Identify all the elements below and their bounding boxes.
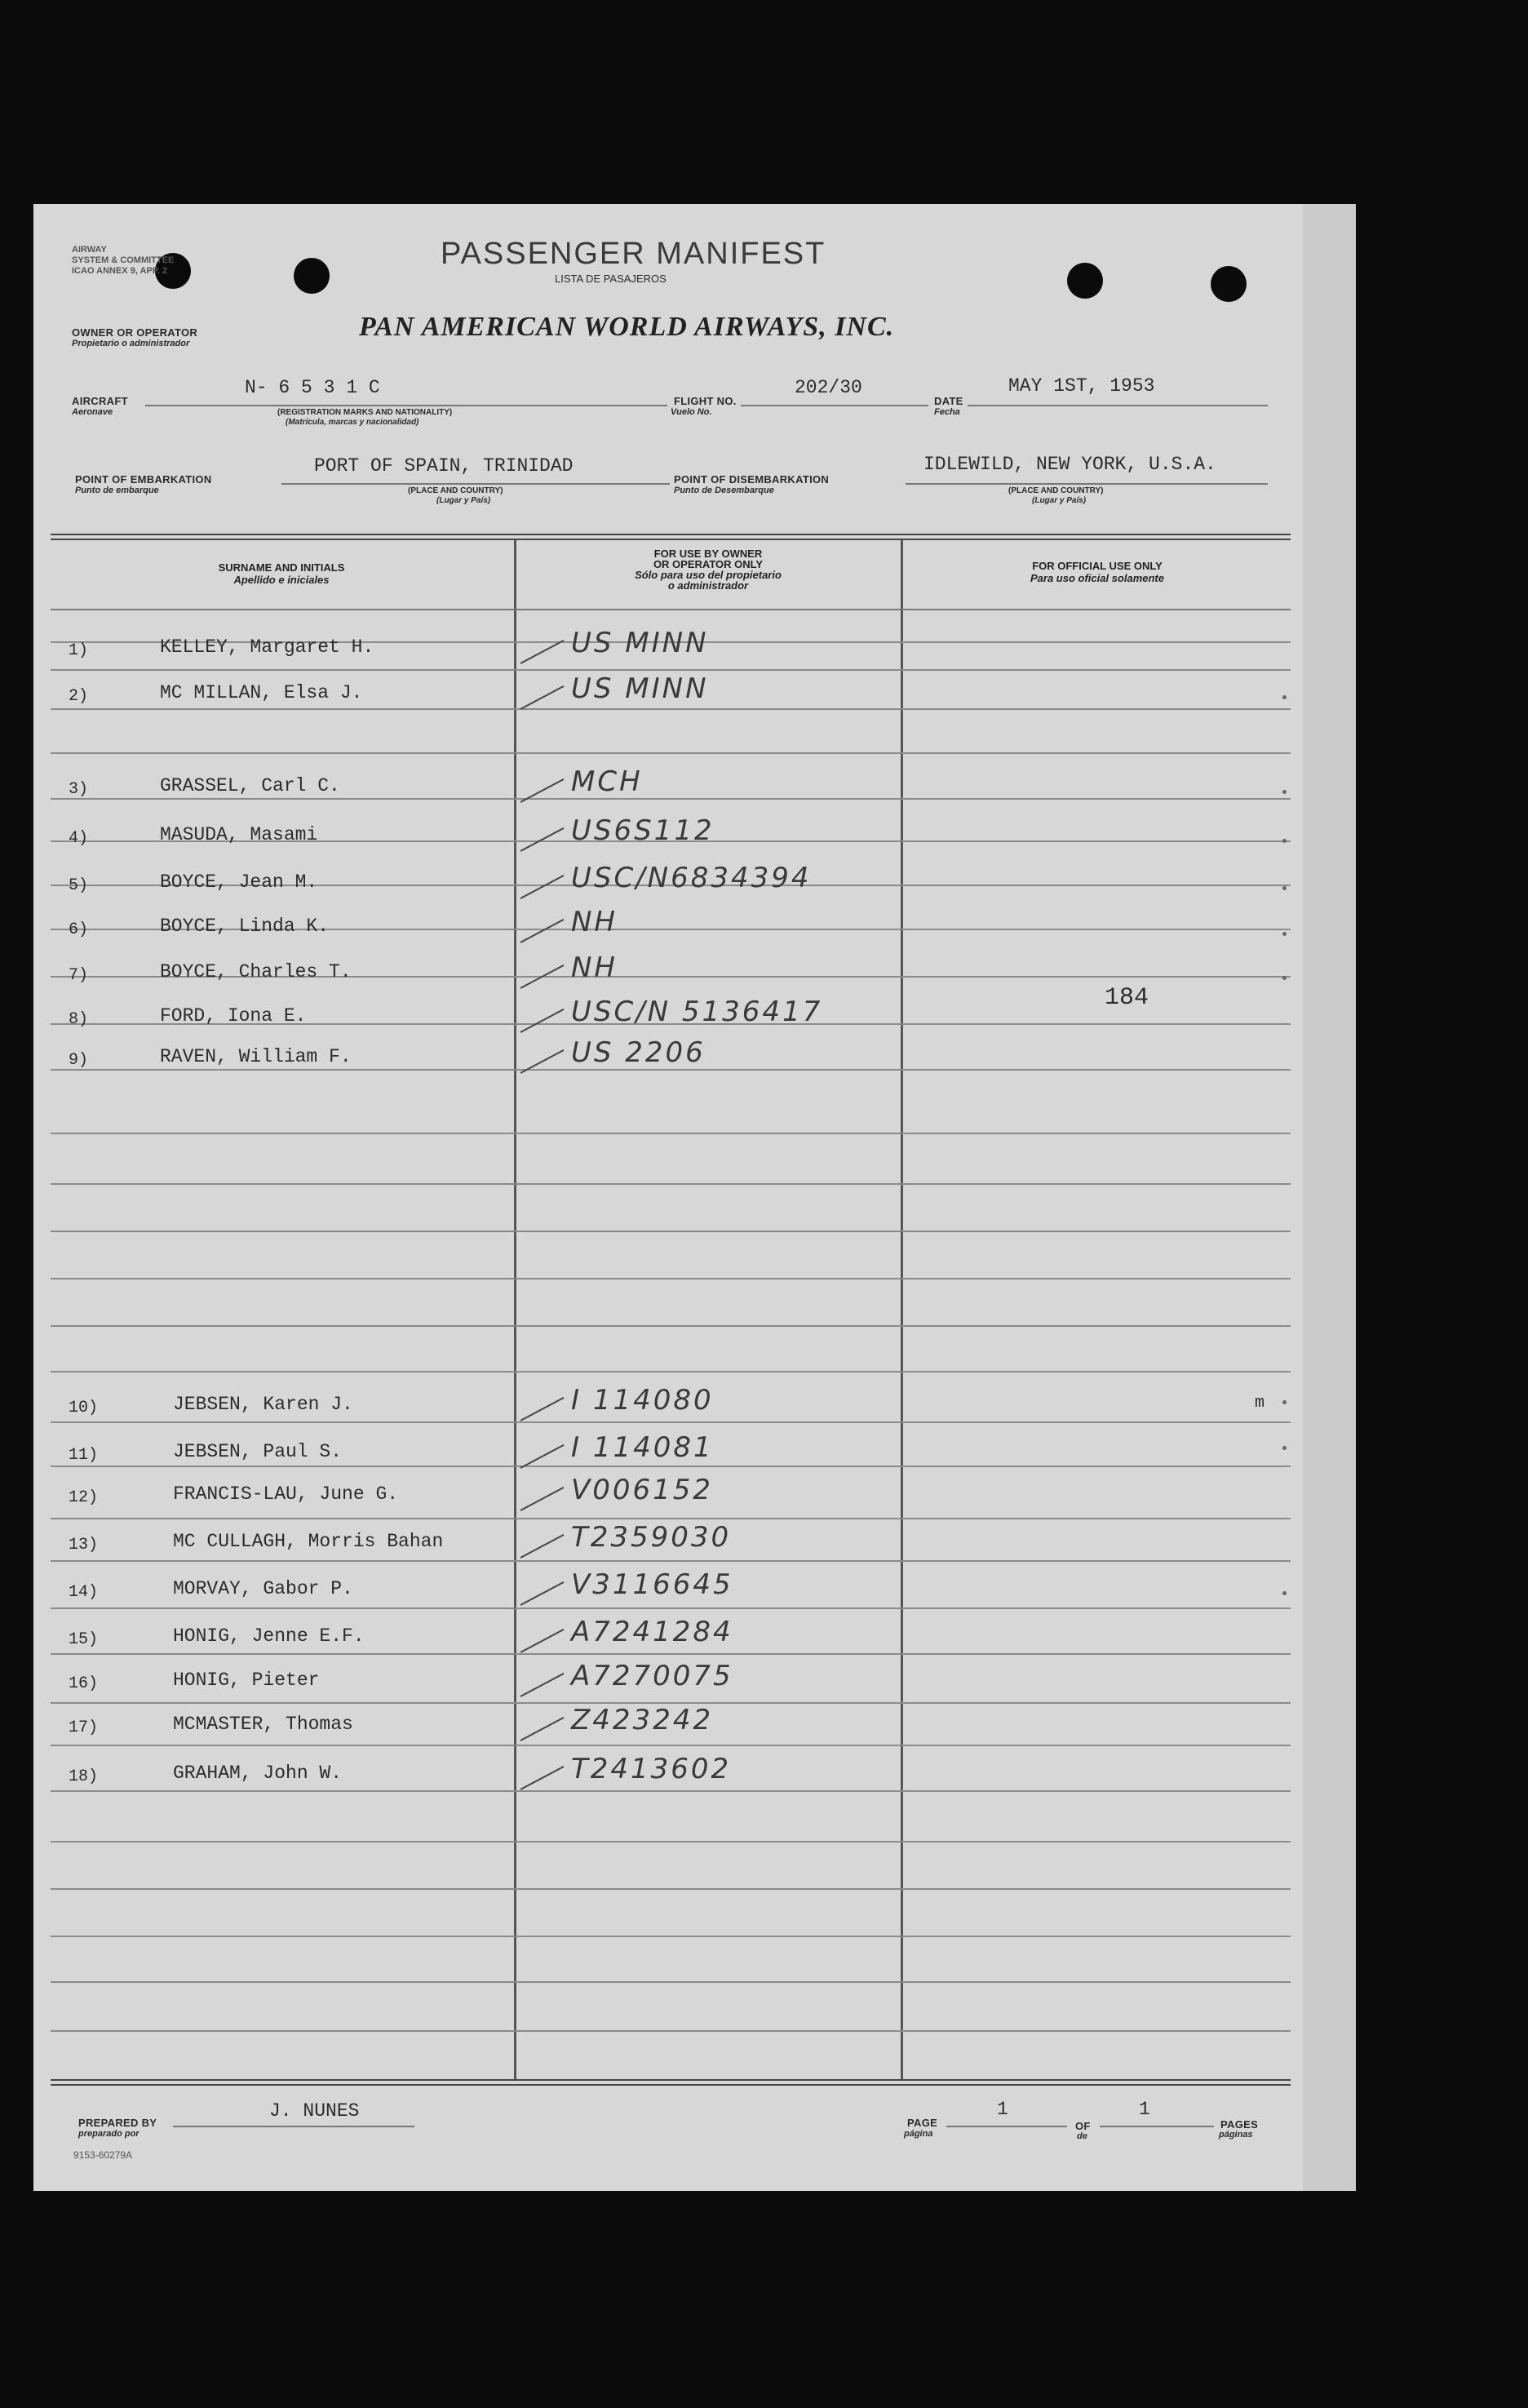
margin-dot <box>1282 839 1287 843</box>
disembark-sublabel: Punto de Desembarque <box>674 486 774 495</box>
col-header-surname-en: SURNAME AND INITIALS <box>218 561 345 574</box>
top-left-legend <box>72 245 174 277</box>
row-rule <box>51 1560 1291 1562</box>
row-rule <box>51 1518 1291 1519</box>
col-header-owner-3: Sólo para uso del propietario <box>635 569 782 581</box>
passenger-number: 8) <box>69 1010 89 1029</box>
disembark-label: POINT OF DISEMBARKATION <box>674 473 830 486</box>
row-rule <box>51 1183 1291 1185</box>
of-underline <box>1100 2126 1214 2127</box>
disembark-place-caption-sub: (Lugar y País) <box>1032 496 1087 505</box>
col-header-owner-4: o administrador <box>667 579 749 592</box>
passport-note: MCH <box>571 765 643 798</box>
passenger-number: 12) <box>69 1488 99 1507</box>
passenger-number: 16) <box>69 1674 99 1693</box>
passport-note: US 2206 <box>571 1036 706 1069</box>
row-rule <box>51 1371 1291 1373</box>
flight-sublabel: Vuelo No. <box>671 407 712 417</box>
paper-edge <box>1303 204 1356 2191</box>
embark-place-caption-sub: (Lugar y País) <box>436 496 491 505</box>
row-rule <box>51 1466 1291 1467</box>
aircraft-label: AIRCRAFT <box>72 395 128 407</box>
row-rule <box>51 1981 1291 1983</box>
col-header-owner-2: OR OPERATOR ONLY <box>653 558 764 570</box>
official-mark: 184 <box>1105 984 1149 1012</box>
flight-label: FLIGHT NO. <box>674 395 737 407</box>
date-sublabel: Fecha <box>934 407 960 417</box>
column-divider-2 <box>901 540 903 2079</box>
row-rule <box>51 798 1291 800</box>
row-rule <box>51 1421 1291 1423</box>
page-title: PASSENGER MANIFEST <box>441 237 826 271</box>
passenger-number: 7) <box>69 966 89 985</box>
passenger-name: RAVEN, William F. <box>160 1046 352 1067</box>
punch-hole-3 <box>1067 263 1103 299</box>
legend-line-1: AIRWAY <box>72 245 107 255</box>
col-header-official-en: FOR OFFICIAL USE ONLY <box>1032 560 1163 572</box>
passenger-number: 14) <box>69 1583 99 1602</box>
pages-label: PAGES <box>1220 2118 1259 2131</box>
passenger-name: BOYCE, Charles T. <box>160 961 352 982</box>
passenger-number: 11) <box>69 1446 99 1465</box>
row-rule <box>51 1133 1291 1134</box>
col-header-surname <box>51 561 512 586</box>
of-value: 1 <box>1139 2099 1150 2120</box>
passenger-name: GRAHAM, John W. <box>173 1763 343 1784</box>
passenger-number: 5) <box>69 876 89 895</box>
margin-dot <box>1282 790 1287 794</box>
disembark-place-caption: (PLACE AND COUNTRY) <box>1008 486 1104 495</box>
passenger-number: 4) <box>69 829 89 848</box>
margin-dot <box>1282 976 1287 980</box>
embark-value: PORT OF SPAIN, TRINIDAD <box>314 455 574 477</box>
disembark-value: IDLEWILD, NEW YORK, U.S.A. <box>923 454 1216 475</box>
aircraft-value: N- 6 5 3 1 C <box>245 377 380 398</box>
passenger-number: 6) <box>69 920 89 939</box>
col-header-owner <box>517 548 899 591</box>
date-label: DATE <box>934 395 963 407</box>
header-bottom-rule <box>51 609 1291 610</box>
passport-note: US6S112 <box>571 814 715 847</box>
legend-line-3: ICAO ANNEX 9, APP. 2 <box>72 266 167 276</box>
row-rule <box>51 669 1291 671</box>
embark-label: POINT OF EMBARKATION <box>75 473 212 486</box>
passport-note: I 114081 <box>571 1431 714 1464</box>
passenger-name: MORVAY, Gabor P. <box>173 1578 353 1599</box>
passport-note: T2413602 <box>571 1753 732 1785</box>
passport-note: V006152 <box>571 1474 714 1506</box>
passenger-number: 1) <box>69 641 89 660</box>
passenger-number: 17) <box>69 1718 99 1737</box>
margin-dot <box>1282 1591 1287 1595</box>
row-rule <box>51 1841 1291 1843</box>
prepared-sublabel: preparado por <box>78 2129 140 2139</box>
registration-caption-sub: (Matrícula, marcas y nacionalidad) <box>286 418 419 427</box>
passenger-name: MC CULLAGH, Morris Bahan <box>173 1531 444 1552</box>
form-number: 9153-60279A <box>73 2149 133 2161</box>
passenger-number: 13) <box>69 1536 99 1554</box>
passenger-name: KELLEY, Margaret H. <box>160 636 374 658</box>
passport-note: A7270075 <box>571 1660 733 1692</box>
page-underline <box>946 2126 1067 2127</box>
row-rule <box>51 708 1291 710</box>
passenger-number: 10) <box>69 1399 99 1417</box>
row-rule <box>51 1653 1291 1655</box>
passport-note: NH <box>571 906 618 938</box>
footer-top-rule <box>51 2079 1291 2086</box>
row-rule <box>51 1278 1291 1279</box>
margin-dot <box>1282 695 1287 699</box>
col-header-official <box>904 560 1291 584</box>
page-title-sub: LISTA DE PASAJEROS <box>555 273 667 285</box>
legend-line-2: SYSTEM & COMMITTEE <box>72 255 175 265</box>
official-mark: m <box>1255 1394 1265 1412</box>
passenger-number: 3) <box>69 780 89 799</box>
row-rule <box>51 1936 1291 1937</box>
passenger-name: JEBSEN, Paul S. <box>173 1441 343 1462</box>
passenger-name: MCMASTER, Thomas <box>173 1714 353 1735</box>
passenger-name: BOYCE, Linda K. <box>160 916 330 937</box>
passport-note: USC/N 5136417 <box>571 996 823 1028</box>
passenger-name: MASUDA, Masami <box>160 824 318 845</box>
margin-dot <box>1282 886 1287 890</box>
prepared-underline <box>173 2126 414 2127</box>
embark-underline <box>281 483 670 485</box>
row-rule <box>51 1231 1291 1232</box>
margin-dot <box>1282 1400 1287 1404</box>
page-sublabel: página <box>904 2129 933 2139</box>
aircraft-sublabel: Aeronave <box>72 407 113 417</box>
passenger-name: FRANCIS-LAU, June G. <box>173 1483 399 1505</box>
embark-sublabel: Punto de embarque <box>75 486 159 495</box>
page-value: 1 <box>997 2099 1008 2120</box>
registration-caption: (REGISTRATION MARKS AND NATIONALITY) <box>277 408 453 417</box>
passenger-number: 15) <box>69 1630 99 1649</box>
col-header-owner-1: FOR USE BY OWNER <box>653 548 763 560</box>
passenger-number: 9) <box>69 1051 89 1070</box>
passport-note: A7241284 <box>571 1616 733 1648</box>
passport-note: I 114080 <box>571 1384 714 1417</box>
of-sublabel: de <box>1077 2131 1087 2141</box>
table-top-rule <box>51 534 1291 540</box>
row-rule <box>51 1608 1291 1609</box>
passenger-name: BOYCE, Jean M. <box>160 871 318 893</box>
punch-hole-2 <box>294 258 330 294</box>
col-header-surname-es: Apellido e iniciales <box>233 574 330 586</box>
manifest-paper <box>33 204 1356 2191</box>
passenger-number: 2) <box>69 687 89 706</box>
passenger-name: MC MILLAN, Elsa J. <box>160 682 363 703</box>
punch-hole-4 <box>1211 266 1247 302</box>
date-underline <box>968 405 1268 406</box>
owner-label: OWNER OR OPERATOR <box>72 326 198 339</box>
passenger-name: FORD, Iona E. <box>160 1005 307 1027</box>
passport-note: NH <box>571 951 618 984</box>
flight-underline <box>741 405 928 406</box>
row-rule <box>51 1069 1291 1071</box>
margin-dot <box>1282 932 1287 936</box>
prepared-label: PREPARED BY <box>78 2117 157 2129</box>
row-rule <box>51 1745 1291 1746</box>
margin-dot <box>1282 1446 1287 1450</box>
aircraft-underline <box>145 405 667 406</box>
passenger-name: HONIG, Pieter <box>173 1670 320 1691</box>
passenger-number: 18) <box>69 1767 99 1786</box>
passport-note: V3116645 <box>571 1568 733 1601</box>
passport-note: T2359030 <box>571 1521 732 1554</box>
prepared-value: J. NUNES <box>269 2100 360 2122</box>
passport-note: Z423242 <box>571 1704 714 1736</box>
col-header-official-es: Para uso oficial solamente <box>1030 572 1164 584</box>
passport-note: USC/N6834394 <box>571 862 812 894</box>
passenger-name: JEBSEN, Karen J. <box>173 1394 353 1415</box>
pages-sublabel: páginas <box>1219 2130 1253 2140</box>
page-label: PAGE <box>907 2117 938 2129</box>
column-divider-1 <box>514 540 516 2079</box>
passenger-name: HONIG, Jenne E.F. <box>173 1625 365 1647</box>
airline-name: PAN AMERICAN WORLD AIRWAYS, INC. <box>359 312 895 342</box>
owner-sublabel: Propietario o administrador <box>72 339 190 348</box>
passport-note: US MINN <box>571 627 709 659</box>
row-rule <box>51 1790 1291 1792</box>
of-label: OF <box>1075 2120 1091 2132</box>
row-rule <box>51 752 1291 754</box>
row-rule <box>51 1888 1291 1890</box>
passport-note: US MINN <box>571 672 709 705</box>
embark-place-caption: (PLACE AND COUNTRY) <box>408 486 503 495</box>
passenger-name: GRASSEL, Carl C. <box>160 775 340 796</box>
disembark-underline <box>906 483 1268 485</box>
date-value: MAY 1ST, 1953 <box>1008 375 1155 397</box>
row-rule <box>51 1325 1291 1327</box>
flight-value: 202/30 <box>795 377 862 398</box>
row-rule <box>51 2030 1291 2032</box>
